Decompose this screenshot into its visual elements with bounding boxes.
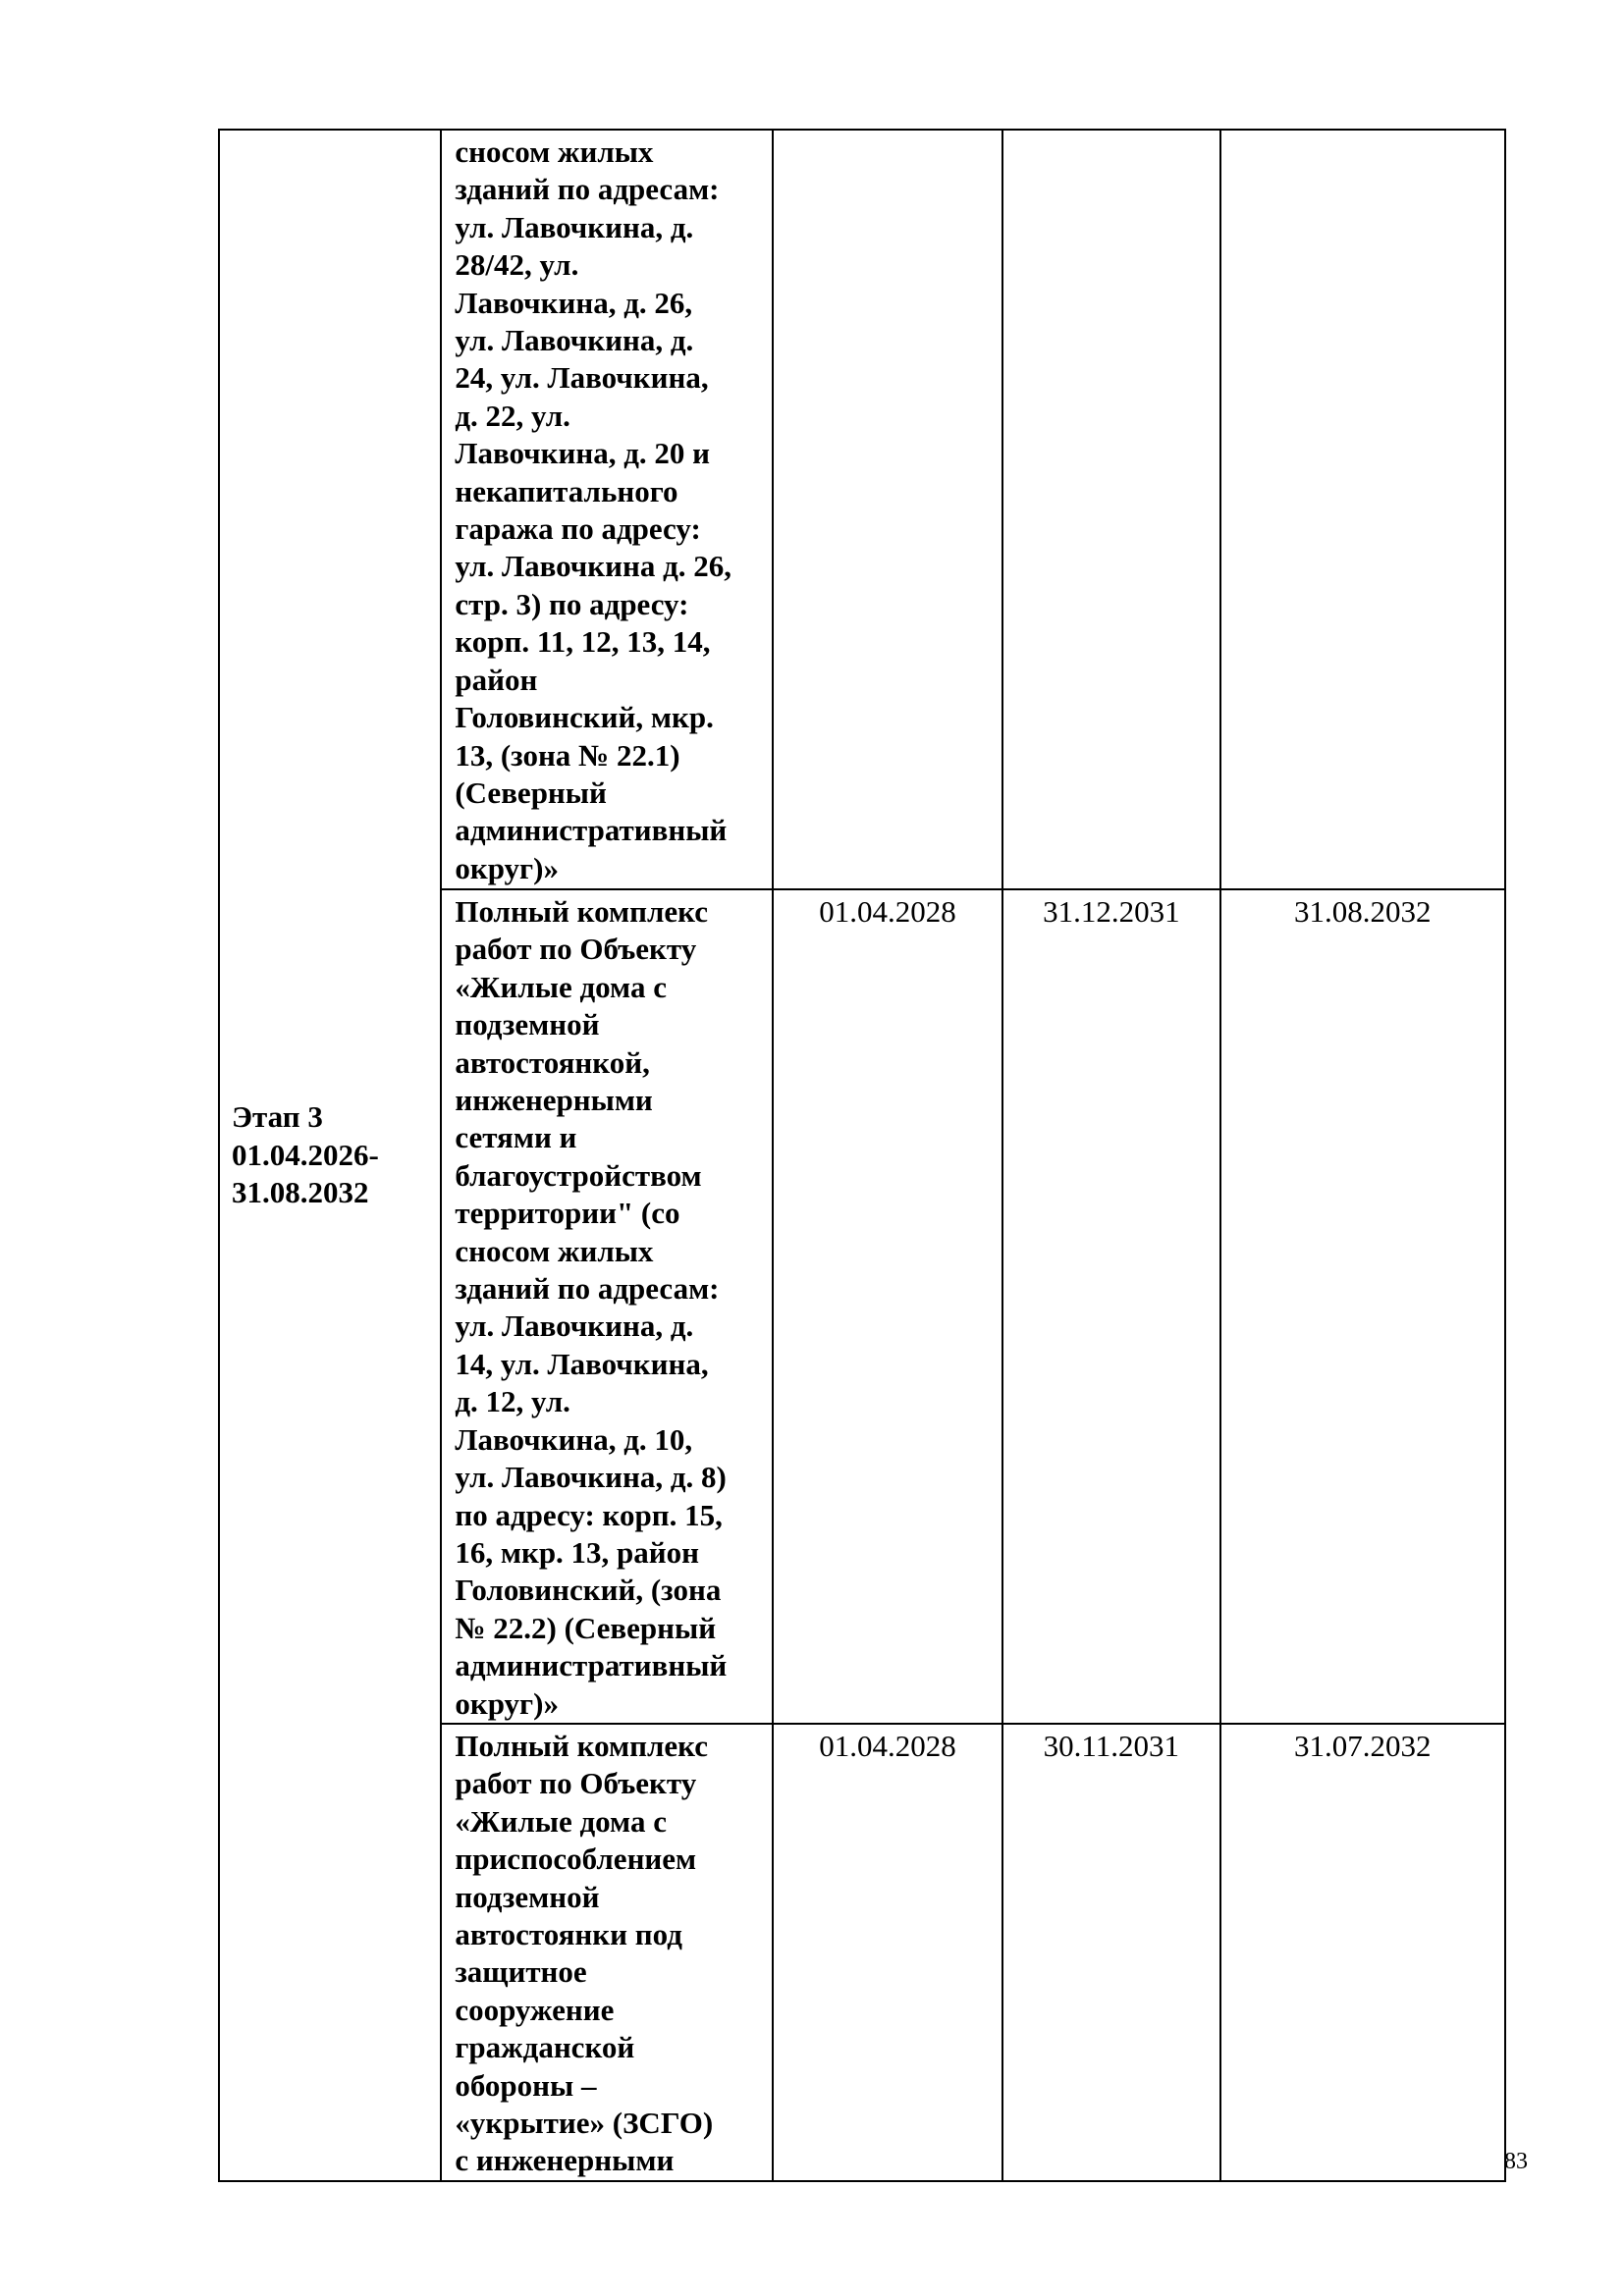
description-line: сетями и xyxy=(455,1120,577,1155)
description-line: ул. Лавочкина, д. xyxy=(455,323,694,358)
stage-title: Этап 3 xyxy=(232,1099,323,1135)
description-line: округ)» xyxy=(455,850,559,885)
description-line: гражданской xyxy=(455,2030,635,2065)
final-date xyxy=(1221,131,1504,133)
description-line: гаража по адресу: xyxy=(455,511,701,547)
start-date: 01.04.2028 xyxy=(819,894,956,929)
start-date-cell xyxy=(773,1724,1002,2181)
end-date: 30.11.2031 xyxy=(1043,1729,1180,1763)
description-cell xyxy=(441,130,773,889)
final-date-cell xyxy=(1220,130,1505,889)
end-date-cell xyxy=(1002,130,1219,889)
description-line: № 22.2) (Северный xyxy=(455,1610,717,1645)
description-text xyxy=(442,890,772,1723)
stage-cell xyxy=(219,130,441,2181)
description-line: сооружение xyxy=(455,1992,615,2027)
description-line: подземной xyxy=(455,1879,600,1914)
description-line: «Жилые дома с xyxy=(455,969,667,1004)
description-line: д. 22, ул. xyxy=(455,398,570,433)
description-line: Полный комплекс xyxy=(455,1729,708,1763)
stage-start-date: 01.04.2026- xyxy=(232,1137,379,1172)
description-line: административный xyxy=(455,1648,728,1683)
description-line: сносом жилых xyxy=(455,134,654,169)
description-line: автостоянкой, xyxy=(455,1044,650,1080)
description-line: ул. Лавочкина, д. xyxy=(455,209,694,244)
description-line: некапитального xyxy=(455,473,678,508)
start-date xyxy=(774,131,1001,133)
end-date-cell xyxy=(1002,889,1219,1724)
table-row xyxy=(219,130,1505,889)
start-date-cell xyxy=(773,130,1002,889)
description-line: 28/42, ул. xyxy=(455,247,579,283)
description-line: подземной xyxy=(455,1007,600,1042)
description-line: район xyxy=(455,662,538,697)
end-date-cell xyxy=(1002,1724,1219,2181)
description-line: ул. Лавочкина д. 26, xyxy=(455,549,732,584)
description-line: административный xyxy=(455,813,728,848)
description-line: работ по Объекту xyxy=(455,1766,697,1801)
description-text xyxy=(442,1725,772,2180)
description-line: ул. Лавочкина, д. xyxy=(455,1308,694,1344)
description-line: 14, ул. Лавочкина, xyxy=(455,1346,709,1381)
description-line: Головинский, мкр. xyxy=(455,700,714,735)
description-line: зданий по адресам: xyxy=(455,172,720,207)
description-line: территории" (со xyxy=(455,1196,680,1231)
description-line: Головинский, (зона xyxy=(455,1573,722,1608)
description-line: защитное xyxy=(455,1954,587,1990)
final-date-cell xyxy=(1220,889,1505,1724)
description-line: приспособлением xyxy=(455,1842,697,1877)
description-line: округ)» xyxy=(455,1685,559,1721)
description-line: Полный комплекс xyxy=(455,894,708,929)
description-line: работ по Объекту xyxy=(455,932,697,967)
description-line: Лавочкина, д. 20 и xyxy=(455,436,711,471)
description-cell xyxy=(441,889,773,1724)
description-line: инженерными xyxy=(455,1083,653,1118)
stage-end-date: 31.08.2032 xyxy=(232,1175,369,1210)
description-line: 16, мкр. 13, район xyxy=(455,1534,700,1570)
description-cell xyxy=(441,1724,773,2181)
description-line: сносом жилых xyxy=(455,1233,654,1268)
description-text xyxy=(442,131,772,887)
description-line: 13, (зона № 22.1) xyxy=(455,737,680,773)
description-line: обороны – xyxy=(455,2067,597,2103)
start-date-cell xyxy=(773,889,1002,1724)
description-line: «Жилые дома с xyxy=(455,1803,667,1839)
end-date xyxy=(1003,131,1218,133)
description-line: автостоянки под xyxy=(455,1917,682,1952)
description-line: «укрытие» (ЗСГО) xyxy=(455,2106,714,2141)
description-line: по адресу: корп. 15, xyxy=(455,1497,723,1532)
end-date: 31.12.2031 xyxy=(1043,894,1180,929)
description-line: д. 12, ул. xyxy=(455,1384,570,1419)
description-line: благоустройством xyxy=(455,1157,702,1193)
final-date: 31.07.2032 xyxy=(1294,1729,1432,1763)
description-line: стр. 3) по адресу: xyxy=(455,586,689,621)
page-number: 83 xyxy=(1504,2149,1528,2174)
schedule-table xyxy=(218,129,1506,2182)
description-line: ул. Лавочкина, д. 8) xyxy=(455,1460,727,1495)
description-line: Лавочкина, д. 10, xyxy=(455,1421,693,1457)
start-date: 01.04.2028 xyxy=(819,1729,956,1763)
final-date-cell xyxy=(1220,1724,1505,2181)
description-line: 24, ул. Лавочкина, xyxy=(455,360,709,396)
description-line: (Северный xyxy=(455,774,607,810)
description-line: зданий по адресам: xyxy=(455,1271,720,1307)
final-date: 31.08.2032 xyxy=(1294,894,1432,929)
description-line: Лавочкина, д. 26, xyxy=(455,285,693,320)
description-line: корп. 11, 12, 13, 14, xyxy=(455,624,711,660)
description-line: с инженерными xyxy=(455,2143,675,2178)
